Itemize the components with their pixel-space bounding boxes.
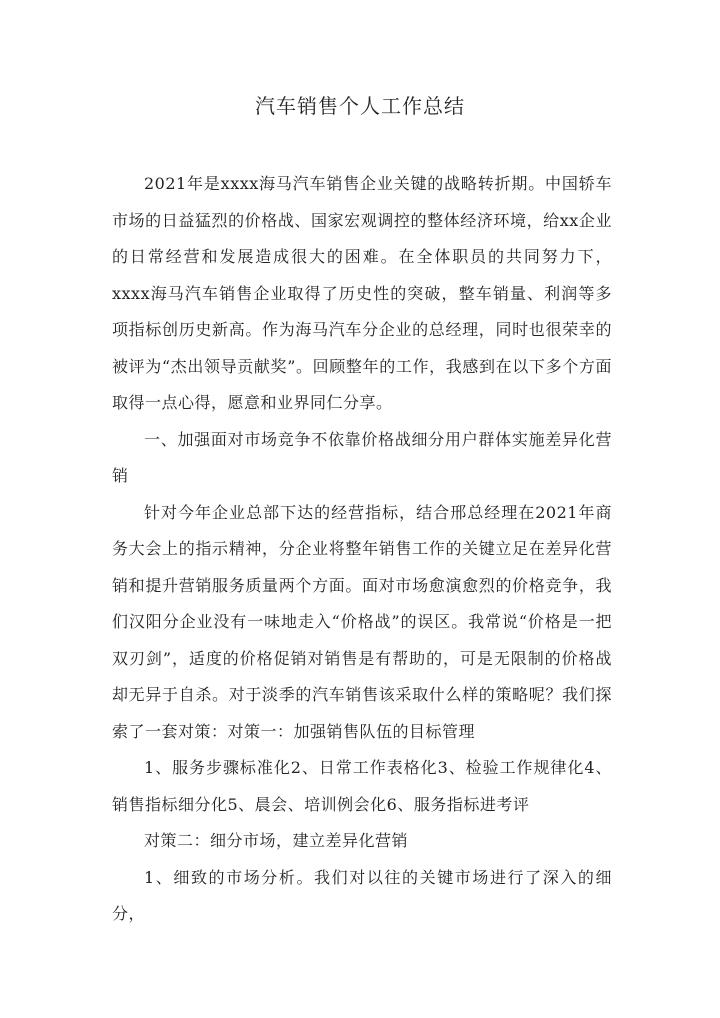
paragraph-intro: 2021年是xxxx海马汽车销售企业关键的战略转折期。中国轿车市场的日益猛烈的价格战、国家宏观调控的整体经济环境，给xx企业的日常经营和发展造成很大的困难。在全体职员的共同努力下，xxxx海马汽车销售企业取得了历史性的突破，整车销量、利润等多项指标创历史新高。作为海马汽车分企业的总经理，同时也很荣幸的被评为“杰出领导贡献奖”。回顾整年的工作，我感到在以下多个方面取得一点心得，愿意和业界同仁分享。 [112,174,612,412]
paragraph-market-analysis: 1、细致的市场分析。我们对以往的关键市场进行了深入的细分， [112,867,612,923]
paragraph-measures-list: 1、服务步骤标准化2、日常工作表格化3、检验工作规律化4、销售指标细分化5、晨会、培训例会化6、服务指标进考评 [112,758,612,814]
paragraph-measure-two: 对策二：细分市场，建立差异化营销 [144,831,409,850]
document-body [112,166,612,933]
document-title: 汽车销售个人工作总结 [255,94,465,118]
section-heading-1: 一、加强面对市场竞争不依靠价格战细分用户群体实施差异化营销 [112,429,612,485]
paragraph-strategy: 针对今年企业总部下达的经营指标，结合邢总经理在2021年商务大会上的指示精神，分企业将整年销售工作的关键立足在差异化营销和提升营销服务质量两个方面。面对市场愈演愈烈的价格竞争，我们汉阳分企业没有一味地走入“价格战”的误区。我常说“价格是一把双刃剑”，适度的价格促销对销售是有帮助的，可是无限制的价格战却无异于自杀。对于淡季的汽车销售该采取什么样的策略呢？我们探索了一套对策：对策一：加强销售队伍的目标管理 [112,502,612,741]
